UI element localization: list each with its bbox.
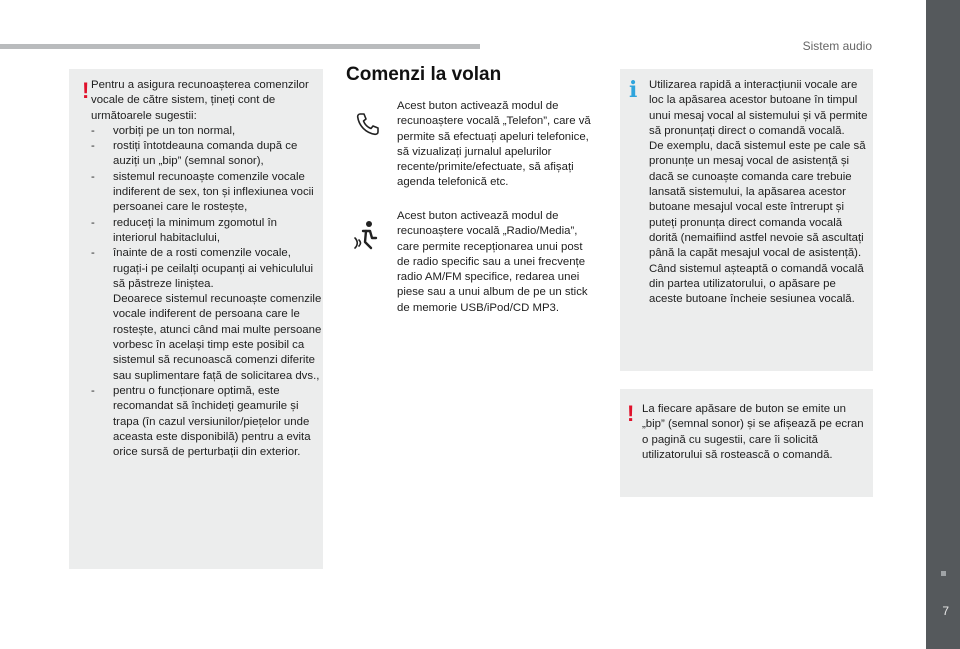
info-paragraph: Când sistemul așteaptă o comandă vocală din partea utilizatorului, o apăsare pe aceste butoane încheie sesiunea vocală.: [649, 262, 864, 306]
voice-button-description: Acest buton activează modul de recunoaștere vocală „Radio/Media”, care permite recepționarea unui post de radio specific sau a unei frecvențe radio AM/FM specifice, redarea unei piese sau a unui album de pe un stick de memorie USB/iPod/CD MP3.: [397, 210, 588, 314]
warning-box-right-text: La fiecare apăsare de buton se emite un „bip” (semnal sonor) și se afișează pe ecran o pagină cu sugestii, care îi solicită utilizatorului să rostească o comandă.: [642, 403, 864, 461]
warning-icon: !: [82, 78, 90, 103]
list-item: - înainte de a rosti comenzile vocale, rugați-i pe ceilalți ocupanți ai vehiculului să păstreze liniștea.: [91, 247, 314, 290]
list-item: - sistemul recunoaște comenzile vocale indiferent de sex, ton și inflexiunea vocii persoanei care le rostește,: [91, 170, 314, 214]
info-icon: i: [629, 77, 638, 103]
phone-button-description: Acest buton activează modul de recunoaștere vocală „Telefon”, care vă permite să efectuați apeluri telefonice, să vizualizați jurnalul apelurilor recente/primite/efectuate, să afișați agenda telefonică etc.: [397, 100, 591, 189]
info-paragraph: Utilizarea rapidă a interacțiunii vocale are loc la apăsarea acestor butoane în timpul unui mesaj vocal al sistemului și vă permite să pronunțați direct o comandă vocală.: [649, 79, 868, 137]
list-item: - rostiți întotdeauna comanda după ce auziți un „bip” (semnal sonor),: [91, 140, 298, 168]
voice-command-icon: [352, 218, 382, 250]
warning-intro: Pentru a asigura recunoașterea comenzilor vocale de către sistem, țineți cont de următoarele sugestii:: [91, 79, 309, 122]
list-item: - vorbiți pe un ton normal,: [91, 124, 236, 137]
info-box: [620, 69, 873, 371]
section-title: Comenzi la volan: [346, 64, 502, 85]
header-rule: [0, 44, 480, 49]
warning-continuation: Deoarece sistemul recunoaște comenzile vocale indiferent de persoana care le rostește, atunci când mai multe persoane vorbesc în același timp este posibil ca sistemul să recunoască comenzi diferite sau suplimentare față de solicitarea dvs.,: [113, 293, 322, 382]
warning-icon: !: [627, 401, 635, 426]
info-paragraph: De exemplu, dacă sistemul este pe cale să pronunțe un mesaj vocal de asistență și dacă se cunoaște comanda care trebuie lansată sistemului, la apăsarea acestor butoane mesajul vocal este întrerupt și puteți pronunța direct comanda vocală dorită (nemaifiind astfel nevoie să ascultați până la capăt mesajul vocal de asistență).: [649, 140, 866, 260]
warning-box-left-text: [91, 78, 322, 460]
page-number: 7: [942, 604, 949, 618]
info-box-text: [649, 78, 871, 307]
list-item: - pentru o funcționare optimă, este recomandat să închideți geamurile și trapa (în cazul versiunilor/piețelor unde aceasta este disponibilă) pentru a evita orice sursă de perturbații din exterior.: [91, 384, 311, 459]
list-item: - reduceți la minimum zgomotul în interiorul habitaclului,: [91, 216, 277, 244]
side-band: [926, 0, 960, 649]
warning-box-left: [69, 69, 323, 569]
phone-icon: [355, 111, 381, 137]
page-header-title: Sistem audio: [802, 39, 872, 53]
warning-box-right: [620, 389, 873, 497]
continue-marker: [941, 571, 946, 576]
